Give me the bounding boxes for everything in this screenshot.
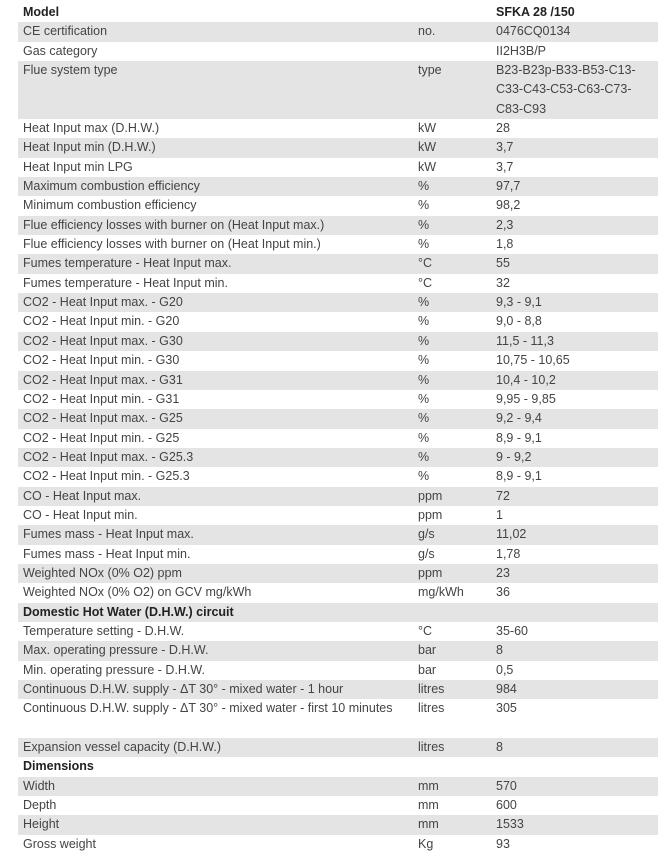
row-label: Flue efficiency losses with burner on (Heat Input min.) [23, 237, 321, 252]
row-label: CO2 - Heat Input min. - G25 [23, 430, 180, 445]
row-unit: bar [418, 643, 437, 658]
general-rows [18, 22, 658, 602]
table-row [18, 777, 658, 796]
row-label: Continuous D.H.W. supply - ΔT 30° - mixed water - first 10 minutes [23, 701, 393, 716]
row-label: Fumes temperature - Heat Input min. [23, 275, 228, 290]
table-row [18, 564, 658, 583]
row-value: 8,9 - 9,1 [496, 430, 542, 445]
row-value: 9,3 - 9,1 [496, 295, 542, 310]
table-row [18, 158, 658, 177]
row-value: 32 [496, 275, 510, 290]
row-unit: g/s [418, 527, 435, 542]
table-row [18, 448, 658, 467]
table-row [18, 61, 658, 119]
row-value: 36 [496, 585, 510, 600]
row-value: 9 - 9,2 [496, 449, 532, 464]
table-row [18, 274, 658, 293]
table-row [18, 235, 658, 254]
row-unit: % [418, 391, 430, 406]
row-label: Max. operating pressure - D.H.W. [23, 643, 209, 658]
table-row [18, 506, 658, 525]
row-value: 305 [496, 701, 517, 716]
row-value: 98,2 [496, 198, 521, 213]
row-unit: % [418, 469, 430, 484]
table-row [18, 622, 658, 641]
row-unit: bar [418, 662, 437, 677]
row-unit: % [418, 333, 430, 348]
row-label: Heat Input min LPG [23, 159, 133, 174]
row-unit: ppm [418, 565, 443, 580]
row-unit: °C [418, 623, 433, 638]
row-label: Width [23, 778, 55, 793]
row-label: CO - Heat Input min. [23, 507, 138, 522]
row-value: 55 [496, 256, 510, 271]
row-value: 1,8 [496, 237, 514, 252]
row-label: Continuous D.H.W. supply - ΔT 30° - mixed water - 1 hour [23, 682, 344, 696]
row-label: CO2 - Heat Input min. - G31 [23, 391, 180, 406]
model-header-value: SFKA 28 /150 [496, 5, 575, 19]
row-value: B23-B23p-B33-B53-C13-C33-C43-C53-C63-C73-C83-C93 [496, 63, 636, 116]
row-value: II2H3B/P [496, 43, 547, 58]
row-label: CO2 - Heat Input max. - G20 [23, 295, 183, 310]
dhw-rows [18, 622, 658, 757]
row-value: 8 [496, 643, 503, 658]
row-label: Weighted NOx (0% O2) on GCV mg/kWh [23, 585, 252, 600]
table-row [18, 390, 658, 409]
row-value: 3,7 [496, 140, 514, 155]
dim-section-row [18, 757, 658, 776]
row-unit: % [418, 430, 430, 445]
row-label: Gross weight [23, 836, 96, 851]
table-row [18, 293, 658, 312]
table-row [18, 661, 658, 680]
row-unit: % [418, 353, 430, 368]
row-label: Weighted NOx (0% O2) ppm [23, 565, 182, 580]
row-label: CO2 - Heat Input max. - G31 [23, 372, 183, 387]
row-value: 570 [496, 778, 517, 793]
row-unit: % [418, 449, 430, 464]
row-value: 72 [496, 488, 510, 503]
row-label: Minimum combustion efficiency [23, 198, 197, 213]
row-label: Fumes temperature - Heat Input max. [23, 256, 232, 271]
spec-table [18, 3, 658, 854]
row-value: 9,0 - 8,8 [496, 314, 542, 329]
row-label: CO2 - Heat Input min. - G20 [23, 314, 180, 329]
table-row [18, 699, 658, 738]
row-unit: °C [418, 256, 433, 271]
row-unit: % [418, 198, 430, 213]
row-value: 1,78 [496, 546, 521, 561]
row-value: 10,4 - 10,2 [496, 372, 556, 387]
table-row [18, 196, 658, 215]
row-label: Height [23, 817, 60, 832]
row-label: CO2 - Heat Input min. - G25.3 [23, 469, 190, 484]
row-value: 11,02 [496, 527, 527, 542]
row-unit: Kg [418, 836, 434, 851]
row-value: 9,2 - 9,4 [496, 411, 542, 426]
row-label: CO2 - Heat Input max. - G25 [23, 411, 183, 426]
table-row [18, 583, 658, 602]
row-value: 3,7 [496, 159, 514, 174]
row-value: 8 [496, 740, 503, 755]
table-row [18, 351, 658, 370]
row-value: 93 [496, 836, 510, 851]
row-label: Heat Input min (D.H.W.) [23, 140, 156, 155]
table-row [18, 835, 658, 854]
row-unit: type [418, 63, 442, 78]
row-unit: litres [418, 740, 445, 755]
row-unit: % [418, 295, 430, 310]
row-unit: % [418, 314, 430, 329]
row-label: Min. operating pressure - D.H.W. [23, 662, 206, 677]
row-label: Fumes mass - Heat Input max. [23, 527, 194, 542]
table-row [18, 138, 658, 157]
row-unit: ppm [418, 507, 443, 522]
row-unit: mm [418, 778, 439, 793]
row-value: 984 [496, 682, 517, 696]
row-label: Flue efficiency losses with burner on (Heat Input max.) [23, 217, 325, 232]
table-row [18, 738, 658, 757]
row-label: Expansion vessel capacity (D.H.W.) [23, 740, 221, 755]
table-row [18, 312, 658, 331]
row-unit: °C [418, 275, 433, 290]
model-header-row [18, 3, 658, 22]
table-row [18, 815, 658, 834]
table-row [18, 42, 658, 61]
row-value: 23 [496, 565, 510, 580]
dim-rows [18, 777, 658, 854]
row-label: Heat Input max (D.H.W.) [23, 121, 160, 136]
row-unit: mm [418, 798, 439, 813]
row-label: Depth [23, 798, 57, 813]
row-label: Flue system type [23, 63, 118, 78]
table-row [18, 796, 658, 815]
table-row [18, 216, 658, 235]
row-unit: % [418, 237, 430, 252]
dhw-section-title: Domestic Hot Water (D.H.W.) circuit [23, 604, 234, 619]
row-value: 97,7 [496, 179, 521, 194]
row-value: 2,3 [496, 217, 514, 232]
row-unit: % [418, 411, 430, 426]
model-header-label: Model [23, 5, 60, 19]
table-row [18, 680, 658, 699]
row-label: CO2 - Heat Input min. - G30 [23, 353, 180, 368]
table-row [18, 467, 658, 486]
row-unit: mg/kWh [418, 585, 464, 600]
table-row [18, 177, 658, 196]
table-row [18, 332, 658, 351]
row-label: CO - Heat Input max. [23, 488, 142, 503]
table-row [18, 525, 658, 544]
row-unit: mm [418, 817, 439, 832]
row-label: CO2 - Heat Input max. - G25.3 [23, 449, 194, 464]
table-row [18, 371, 658, 390]
row-label: CE certification [23, 24, 108, 39]
row-value: 28 [496, 121, 510, 136]
row-unit: kW [418, 121, 437, 136]
row-unit: % [418, 372, 430, 387]
row-label: Fumes mass - Heat Input min. [23, 546, 191, 561]
row-value: 600 [496, 798, 517, 813]
row-value: 9,95 - 9,85 [496, 391, 556, 406]
table-row [18, 254, 658, 273]
row-value: 8,9 - 9,1 [496, 469, 542, 484]
row-label: CO2 - Heat Input max. - G30 [23, 333, 183, 348]
table-row [18, 641, 658, 660]
row-unit: litres [418, 682, 445, 696]
row-unit: ppm [418, 488, 443, 503]
row-value: 11,5 - 11,3 [496, 333, 554, 348]
row-unit: % [418, 217, 430, 232]
row-unit: litres [418, 701, 445, 716]
row-label: Temperature setting - D.H.W. [23, 623, 185, 638]
row-unit: g/s [418, 546, 435, 561]
row-unit: % [418, 179, 430, 194]
row-label: Gas category [23, 43, 98, 58]
table-row [18, 487, 658, 506]
row-unit: kW [418, 159, 437, 174]
row-value: 1 [496, 507, 503, 522]
row-value: 0,5 [496, 662, 514, 677]
table-row [18, 545, 658, 564]
dhw-section-row [18, 603, 658, 622]
table-row [18, 119, 658, 138]
row-value: 1533 [496, 817, 524, 832]
row-value: 10,75 - 10,65 [496, 353, 570, 368]
table-row [18, 22, 658, 41]
row-value: 35-60 [496, 623, 528, 638]
table-row [18, 429, 658, 448]
dim-section-title: Dimensions [23, 759, 94, 774]
row-unit: no. [418, 24, 436, 39]
row-unit: kW [418, 140, 437, 155]
row-value: 0476CQ0134 [496, 24, 571, 39]
table-row [18, 409, 658, 428]
row-label: Maximum combustion efficiency [23, 179, 200, 194]
